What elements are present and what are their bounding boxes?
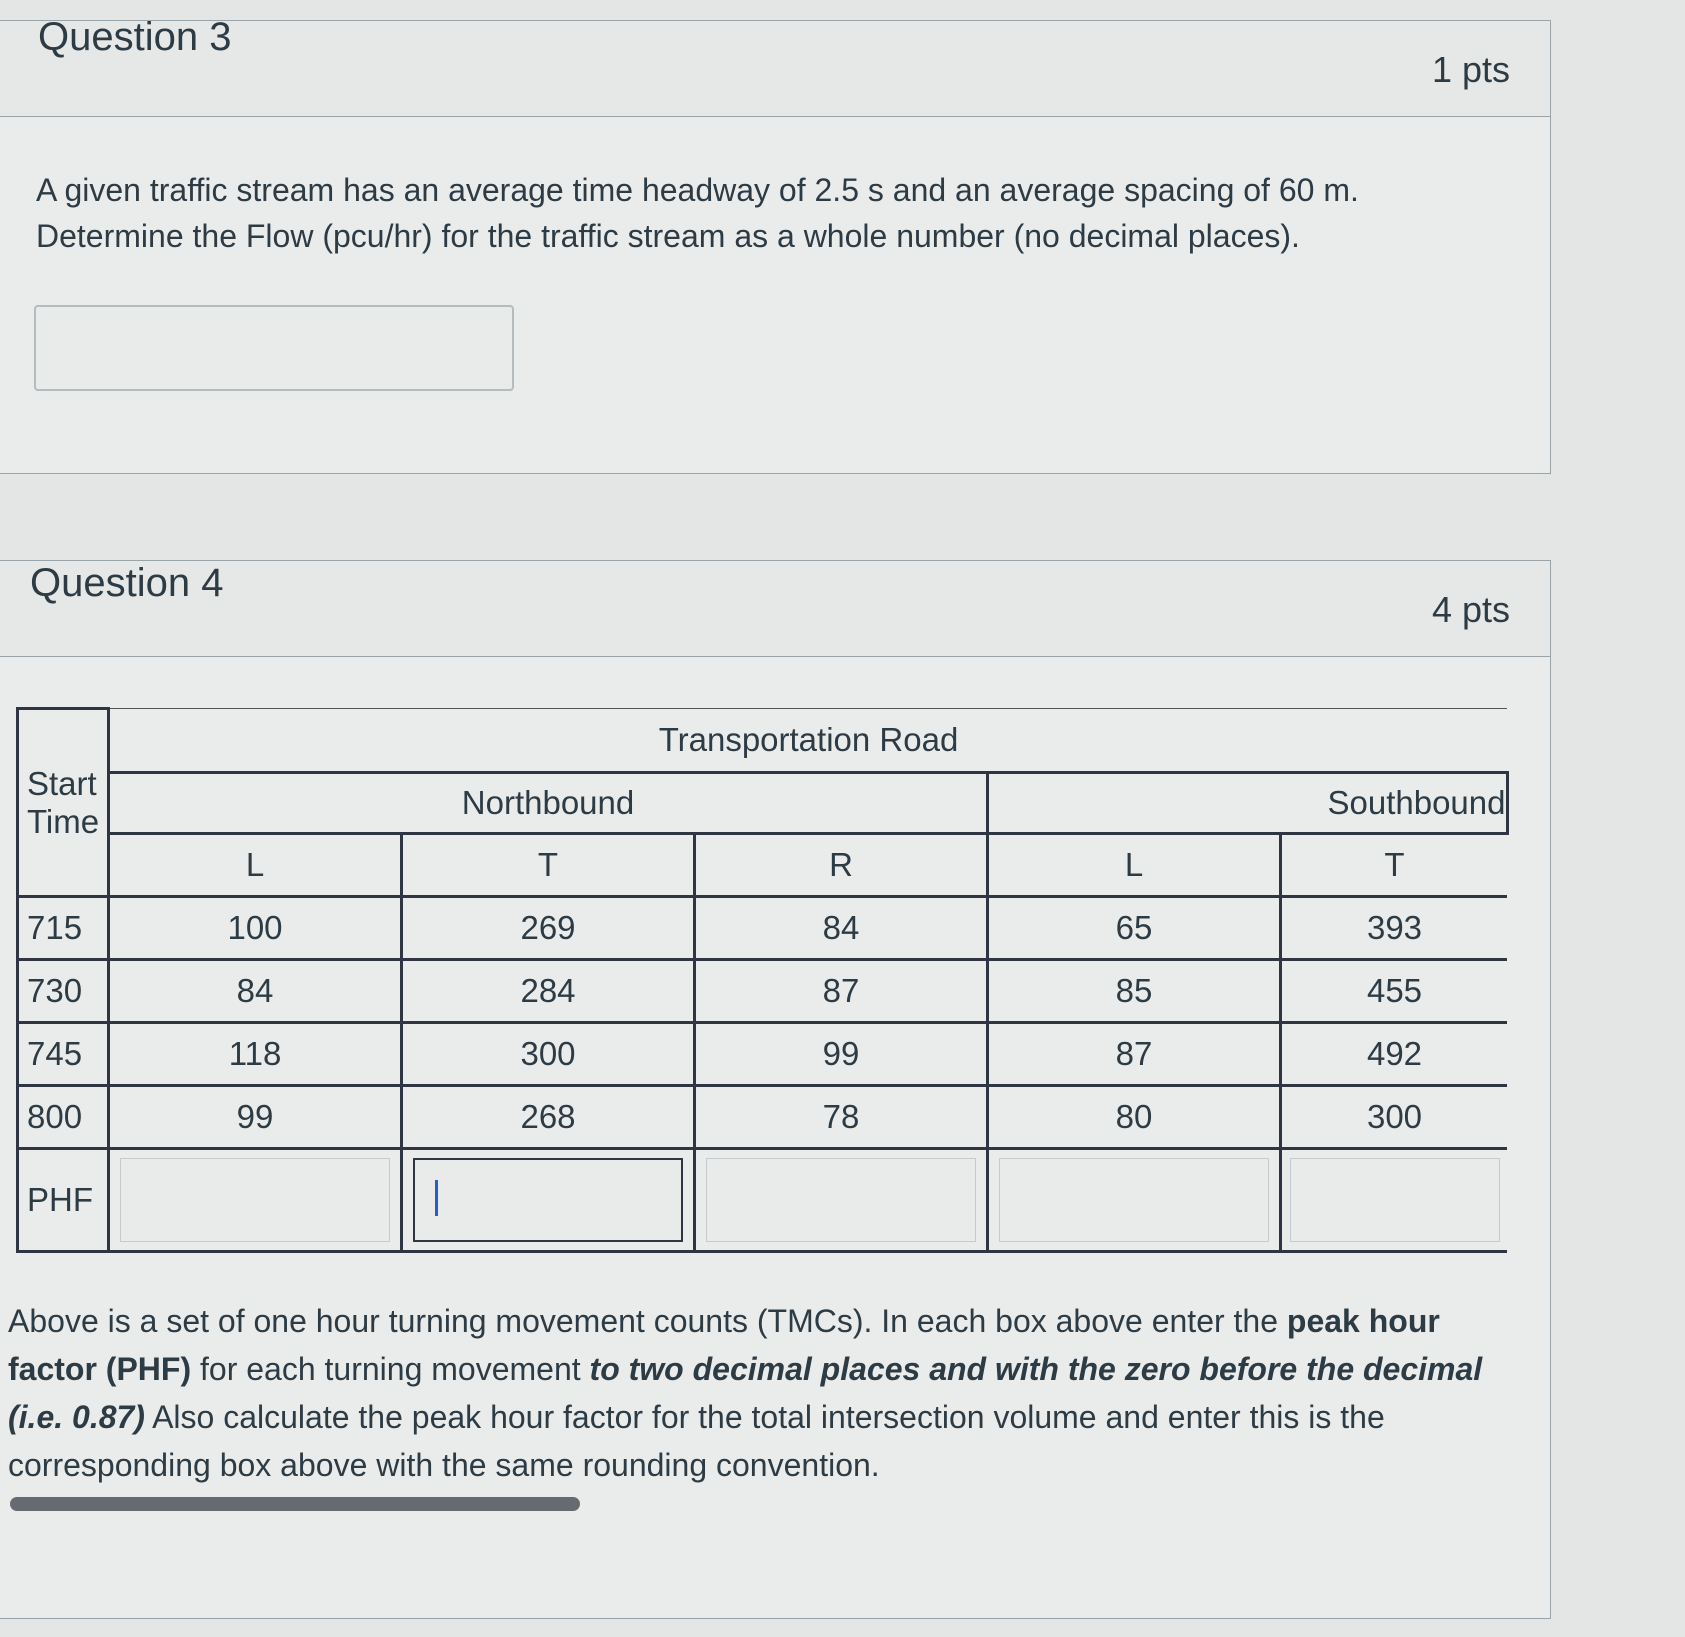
instructions-text: for each turning movement xyxy=(191,1351,590,1387)
question-3-title: Question 3 xyxy=(38,15,232,59)
row-time: 730 xyxy=(18,960,109,1023)
movement-header-nb-t: T xyxy=(402,834,695,897)
movement-header-sb-t: T xyxy=(1281,834,1508,897)
phf-cell xyxy=(402,1149,695,1252)
road-header: Transportation Road xyxy=(109,709,1508,773)
question-4-card xyxy=(0,560,1551,1619)
phf-cell xyxy=(988,1149,1281,1252)
table-row xyxy=(18,1023,1508,1086)
cell: 85 xyxy=(988,960,1281,1023)
movement-header-nb-r: R xyxy=(695,834,988,897)
question-4-title: Question 4 xyxy=(30,561,224,605)
phf-row xyxy=(18,1149,1508,1252)
cell: 100 xyxy=(109,897,402,960)
phf-input-sb-t[interactable] xyxy=(1290,1158,1500,1242)
cell: 492 xyxy=(1281,1023,1508,1086)
cell: 269 xyxy=(402,897,695,960)
question-3-card xyxy=(0,15,1551,474)
movement-header-sb-l: L xyxy=(988,834,1281,897)
text-caret xyxy=(435,1180,438,1216)
phf-cell xyxy=(1281,1149,1508,1252)
phf-input-nb-t[interactable] xyxy=(413,1158,683,1242)
question-3-answer-input[interactable] xyxy=(34,305,514,391)
cell: 284 xyxy=(402,960,695,1023)
southbound-header: Southbound xyxy=(988,773,1508,834)
phf-label: PHF xyxy=(18,1149,109,1252)
question-3-points: 1 pts xyxy=(1431,49,1510,90)
cell: 80 xyxy=(988,1086,1281,1149)
movement-header-nb-l: L xyxy=(109,834,402,897)
cell: 300 xyxy=(402,1023,695,1086)
cell: 118 xyxy=(109,1023,402,1086)
turning-movement-table xyxy=(16,707,1509,1253)
instructions-bold-italic: to two decimal places and with the zero before the decimal (i.e. 0.87) xyxy=(8,1351,1483,1435)
question-3-text xyxy=(36,167,1456,259)
cell: 84 xyxy=(109,960,402,1023)
question-3-text-line-2: Determine the Flow (pcu/hr) for the traffic stream as a whole number (no decimal places). xyxy=(36,218,1300,254)
cell: 87 xyxy=(695,960,988,1023)
cell: 78 xyxy=(695,1086,988,1149)
instructions-text: Also calculate the peak hour factor for the total intersection volume and enter this is the corresponding box above with the same rounding convention. xyxy=(8,1399,1385,1483)
phf-input-sb-l[interactable] xyxy=(999,1158,1269,1242)
table-row xyxy=(18,960,1508,1023)
question-4-header xyxy=(0,561,1550,657)
start-time-header: Start Time xyxy=(18,709,109,897)
northbound-header: Northbound xyxy=(109,773,988,834)
cell: 268 xyxy=(402,1086,695,1149)
question-3-header xyxy=(0,15,1550,117)
row-time: 745 xyxy=(18,1023,109,1086)
cell: 455 xyxy=(1281,960,1508,1023)
horizontal-scrollbar[interactable] xyxy=(10,1497,580,1511)
table-row xyxy=(18,1086,1508,1149)
instructions-text: Above is a set of one hour turning movement counts (TMCs). In each box above enter the xyxy=(8,1303,1287,1339)
instructions-bold: peak hour factor (PHF) xyxy=(8,1303,1440,1387)
phf-input-nb-l[interactable] xyxy=(120,1158,390,1242)
table-row xyxy=(18,897,1508,960)
phf-cell xyxy=(109,1149,402,1252)
cell: 300 xyxy=(1281,1086,1508,1149)
row-time: 715 xyxy=(18,897,109,960)
cell: 84 xyxy=(695,897,988,960)
cell: 99 xyxy=(109,1086,402,1149)
cell: 393 xyxy=(1281,897,1508,960)
phf-cell xyxy=(695,1149,988,1252)
question-4-instructions xyxy=(8,1297,1508,1489)
cell: 65 xyxy=(988,897,1281,960)
row-time: 800 xyxy=(18,1086,109,1149)
cell: 87 xyxy=(988,1023,1281,1086)
phf-input-nb-r[interactable] xyxy=(706,1158,976,1242)
question-4-points: 4 pts xyxy=(1431,589,1510,630)
cell: 99 xyxy=(695,1023,988,1086)
question-3-text-line-1: A given traffic stream has an average time headway of 2.5 s and an average spacing of 60 m. xyxy=(36,172,1359,208)
